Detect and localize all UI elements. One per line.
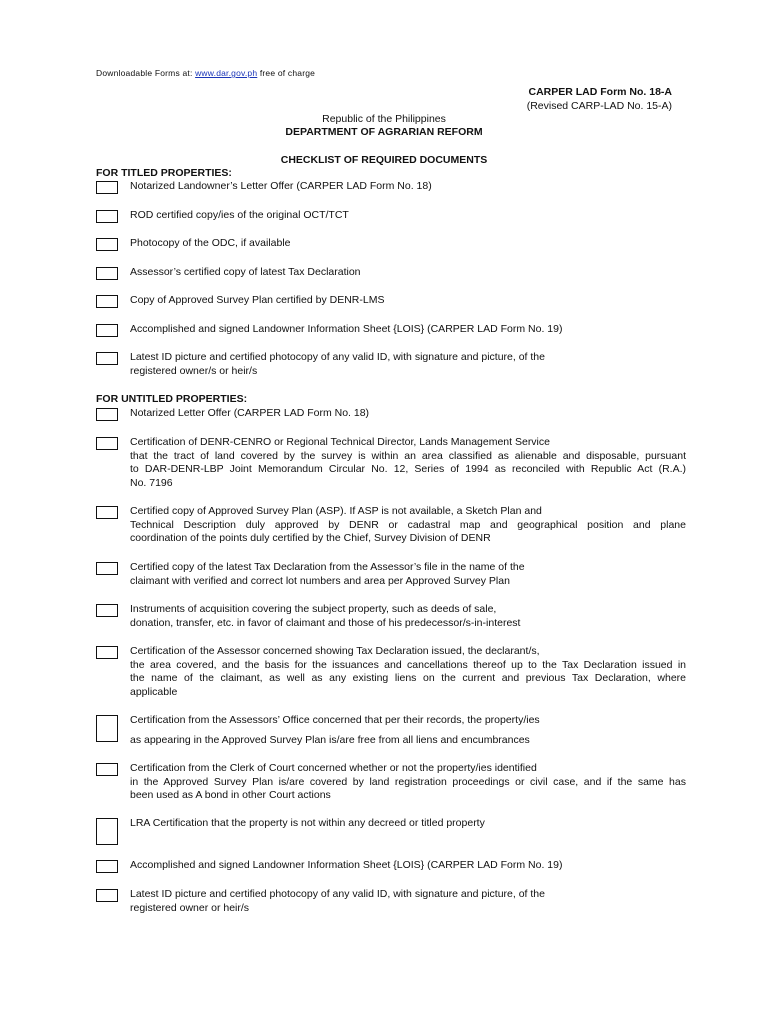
item-text: Latest ID picture and certified photocopy of any valid ID, with signature and picture, of the bbox=[130, 888, 545, 900]
department-heading: DEPARTMENT OF AGRARIAN REFORM bbox=[285, 126, 483, 138]
checkbox[interactable] bbox=[96, 210, 118, 223]
item-text: claimant with verified and correct lot numbers and area per Approved Survey Plan bbox=[130, 574, 510, 587]
item-text: Latest ID picture and certified photocopy of any valid ID, with signature and picture, of the bbox=[130, 351, 545, 363]
item-text: Certified copy of the latest Tax Declaration from the Assessor’s file in the name of the bbox=[130, 561, 525, 573]
item-text: Certification from the Clerk of Court concerned whether or not the property/ies identified bbox=[130, 762, 537, 774]
checkbox[interactable] bbox=[96, 506, 118, 519]
checkbox[interactable] bbox=[96, 295, 118, 308]
item-text: in the Approved Survey Plan is/are covered by land registration proceedings or civil case, and if the same has bbox=[130, 775, 686, 788]
checkbox[interactable] bbox=[96, 181, 118, 194]
item-text: Certified copy of Approved Survey Plan (ASP). If ASP is not available, a Sketch Plan and bbox=[130, 505, 542, 517]
item-text: Photocopy of the ODC, if available bbox=[130, 237, 291, 249]
revised-form-number: (Revised CARP-LAD No. 15-A) bbox=[526, 100, 672, 112]
checkbox[interactable] bbox=[96, 238, 118, 251]
item-text: Certification of the Assessor concerned showing Tax Declaration issued, the declarant/s, bbox=[130, 645, 540, 657]
item-text: registered owner or heir/s bbox=[130, 901, 250, 914]
checkbox[interactable] bbox=[96, 715, 118, 742]
checkbox[interactable] bbox=[96, 352, 118, 365]
checkbox[interactable] bbox=[96, 818, 118, 845]
item-text: Accomplished and signed Landowner Information Sheet {LOIS} (CARPER LAD Form No. 19) bbox=[130, 323, 563, 335]
item-text: Technical Description duly approved by DENR or cadastral map and geographical position and plane bbox=[130, 518, 686, 531]
item-text: LRA Certification that the property is not within any decreed or titled property bbox=[130, 817, 485, 829]
untitled-properties-heading: FOR UNTITLED PROPERTIES: bbox=[96, 393, 248, 405]
item-text: Notarized Landowner’s Letter Offer (CARPER LAD Form No. 18) bbox=[130, 180, 432, 192]
checkbox[interactable] bbox=[96, 889, 118, 902]
checklist-title: CHECKLIST OF REQUIRED DOCUMENTS bbox=[280, 154, 488, 166]
item-text: Notarized Letter Offer (CARPER LAD Form No. 18) bbox=[130, 407, 370, 419]
item-text: donation, transfer, etc. in favor of claimant and those of his predecessor/s-in-interest bbox=[130, 616, 521, 629]
download-note bbox=[96, 68, 315, 78]
item-text: registered owner/s or heir/s bbox=[130, 364, 258, 377]
checkbox[interactable] bbox=[96, 408, 118, 421]
item-text: been used as A bond in other Court actions bbox=[130, 789, 331, 801]
item-text: ROD certified copy/ies of the original OCT/TCT bbox=[130, 209, 349, 221]
item-text: No. 7196 bbox=[130, 476, 173, 489]
item-text: Assessor’s certified copy of latest Tax Declaration bbox=[130, 266, 361, 278]
item-text: Accomplished and signed Landowner Information Sheet {LOIS} (CARPER LAD Form No. 19) bbox=[130, 859, 563, 871]
item-text: Certification from the Assessors’ Office concerned that per their records, the property/ies bbox=[130, 714, 540, 726]
checkbox[interactable] bbox=[96, 860, 118, 873]
item-text: coordination of the points duly certified by the Chief, Survey Division of DENR bbox=[130, 532, 491, 544]
download-link[interactable]: www.dar.gov.ph bbox=[195, 68, 258, 78]
checkbox[interactable] bbox=[96, 763, 118, 776]
item-text: Instruments of acquisition covering the subject property, such as deeds of sale, bbox=[130, 603, 497, 615]
item-text: the name of the claimant, as well as any existing liens on the current and previous Tax Declaration, where bbox=[130, 672, 686, 684]
download-prefix: Downloadable Forms at: bbox=[96, 68, 196, 78]
form-number-block bbox=[527, 85, 672, 113]
item-text: to DAR-DENR-LBP Joint Memorandum Circular No. 12, Series of 1994 as reconciled with Republic Act (R.A.) bbox=[130, 463, 686, 475]
item-text: the area covered, and the basis for the issuances and cancellations thereof up to the Tax Declaration issued in bbox=[130, 658, 686, 671]
checkbox[interactable] bbox=[96, 324, 118, 337]
checkbox[interactable] bbox=[96, 604, 118, 617]
titled-properties-heading: FOR TITLED PROPERTIES: bbox=[96, 167, 232, 179]
checkbox[interactable] bbox=[96, 562, 118, 575]
item-text: Copy of Approved Survey Plan certified by DENR-LMS bbox=[130, 294, 385, 306]
checkbox[interactable] bbox=[96, 437, 118, 450]
item-text: applicable bbox=[130, 685, 178, 698]
republic-heading: Republic of the Philippines bbox=[322, 113, 446, 125]
form-number: CARPER LAD Form No. 18-A bbox=[528, 86, 672, 98]
checkbox[interactable] bbox=[96, 267, 118, 280]
checkbox[interactable] bbox=[96, 646, 118, 659]
item-text: as appearing in the Approved Survey Plan is/are free from all liens and encumbrances bbox=[130, 733, 530, 746]
item-text: that the tract of land covered by the survey is within an area classified as alienable and disposable, pursuant bbox=[130, 449, 686, 462]
item-text: Certification of DENR-CENRO or Regional Technical Director, Lands Management Service bbox=[130, 436, 550, 448]
download-suffix: free of charge bbox=[257, 68, 316, 78]
